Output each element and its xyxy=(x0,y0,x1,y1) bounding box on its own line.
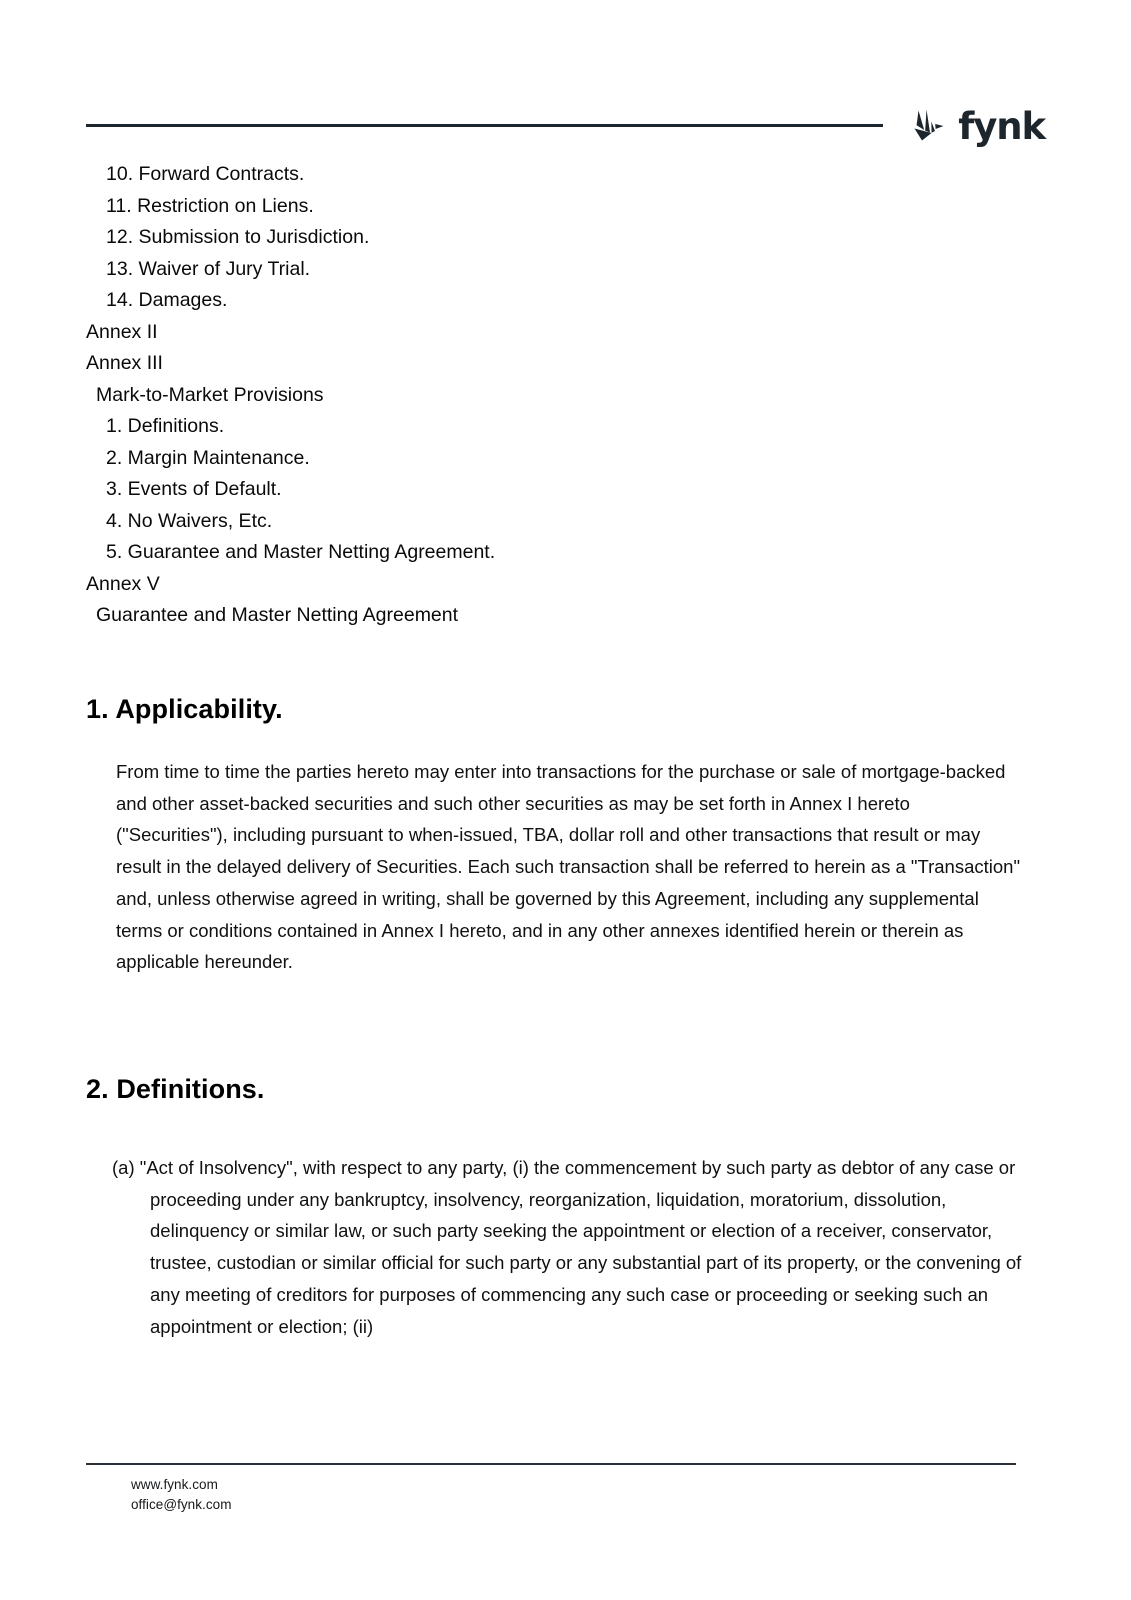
toc-entry: 5. Guarantee and Master Netting Agreement. xyxy=(106,541,496,563)
toc-entry: Annex III xyxy=(86,352,163,374)
page-header xyxy=(86,95,1045,155)
toc-entry: 3. Events of Default. xyxy=(106,478,282,500)
fynk-wordmark: fynk xyxy=(958,104,1045,148)
fynk-logo xyxy=(905,103,1045,147)
toc-entry: Mark-to-Market Provisions xyxy=(96,383,324,406)
toc-entry: 1. Definitions. xyxy=(106,415,225,437)
footer-website: www.fynk.com xyxy=(131,1477,218,1492)
definition-item-a xyxy=(112,1152,1027,1342)
toc-entry: 4. No Waivers, Etc. xyxy=(106,509,273,532)
toc-entry: 2. Margin Maintenance. xyxy=(106,446,310,469)
toc-entry: 12. Submission to Jurisdiction. xyxy=(106,226,370,248)
footer-email: office@fynk.com xyxy=(131,1496,232,1512)
table-of-contents xyxy=(86,159,1046,632)
toc-entry: Guarantee and Master Netting Agreement xyxy=(96,604,459,626)
toc-entry: 11. Restriction on Liens. xyxy=(106,194,314,217)
definition-marker: (a) xyxy=(112,1157,135,1178)
section-heading-definitions: 2. Definitions. xyxy=(86,1074,265,1104)
toc-entry: Annex II xyxy=(86,320,158,343)
definition-text: "Act of Insolvency", with respect to any party, (i) the commencement by such party as debtor of any case or proceeding under any bankruptcy, insolvency, reorganization, liquidation, moratorium, dissolution, delinquency or similar law, or such party seeking the appointment or election of a receiver, conservator, trustee, custodian or similar official for such party or any substantial part of its property, or the convening of any meeting of creditors for purposes of commencing any such case or proceeding or seeking such an appointment or election; (ii) xyxy=(139,1157,1022,1337)
toc-entry: Annex V xyxy=(86,572,160,595)
toc-entry: 14. Damages. xyxy=(106,289,228,311)
section-body-applicability: From time to time the parties hereto may enter into transactions for the purchase or sale of mortgage-backed and other asset-backed securities and such other securities as may be set forth in Annex I hereto ("Securities"), including pursuant to when-issued, TBA, dollar roll and other transactions that result or may result in the delayed delivery of Securities. Each such transaction shall be referred to herein as a "Transaction" and, unless otherwise agreed in writing, shall be governed by this Agreement, including any supplemental terms or conditions contained in Annex I hereto, and in any other annexes identified herein or therein as applicable hereunder. xyxy=(116,761,1021,973)
section-heading-applicability: 1. Applicability. xyxy=(86,694,283,724)
footer-contact-block xyxy=(86,1465,1016,1514)
toc-entry: 10. Forward Contracts. xyxy=(106,163,305,185)
toc-entry: 13. Waiver of Jury Trial. xyxy=(106,257,311,280)
header-divider-rule xyxy=(86,124,883,127)
page-footer xyxy=(86,1463,1016,1514)
fynk-origami-bird-icon xyxy=(905,103,949,147)
